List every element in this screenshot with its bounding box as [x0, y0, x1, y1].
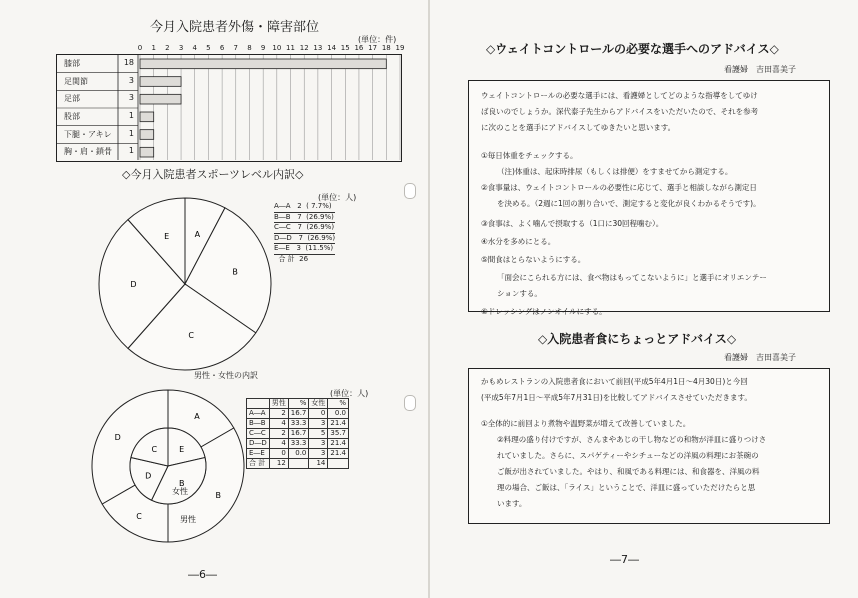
gender-table-cell: 33.3 [288, 419, 309, 429]
gender-table-cell: 16.7 [288, 429, 309, 439]
advice-text-line: ⑥ドレッシングはノンオイルにする。 [481, 307, 607, 316]
gender-table-cell [328, 459, 349, 469]
gender-table-cell: 21.4 [328, 449, 349, 459]
advice-text-line: 「面会にこられる方には、食べ物はもってこないように」と選手にオリエンテー [497, 273, 767, 282]
bar-category-label: 胸・肩・鎖骨 [64, 147, 112, 157]
bar-x-tick: 18 [381, 44, 391, 52]
bar [140, 94, 181, 104]
left-page [0, 0, 428, 598]
gender-table-cell: 21.4 [328, 419, 349, 429]
gender-table-row [247, 419, 349, 429]
bar-category-label: 股部 [64, 112, 80, 121]
advice-text-line: (平成5年7月1日～平成5年7月31日)を比較してアドバイスさせていただきます。 [481, 393, 752, 402]
donut-outer-slice-label: D [114, 433, 121, 442]
sports-level-unit: (単位：人) [318, 193, 357, 202]
bar-value-label: 1 [128, 128, 134, 138]
bar-x-tick: 12 [299, 44, 309, 52]
gender-table-row [247, 449, 349, 459]
bar [140, 77, 181, 87]
bar-chart-unit: (単位：件) [358, 35, 397, 44]
sports-level-total: 合 計 26 [274, 254, 309, 263]
advice-text-line: ションする。 [497, 289, 542, 298]
page-number-right: ―7― [610, 553, 639, 566]
bar-x-tick: 16 [354, 44, 364, 52]
bar-x-tick: 5 [206, 44, 211, 52]
gender-table-cell: 33.3 [288, 439, 309, 449]
bar-x-tick: 3 [178, 44, 184, 52]
advice-text-line: ②食事量は、ウェイトコントロールの必要性に応じて、選手と相談しながら測定日 [481, 183, 757, 192]
gender-donut-chart [88, 388, 248, 548]
page-number-left: ―6― [188, 568, 217, 581]
bar-x-tick: 7 [233, 44, 239, 52]
right-page [430, 0, 858, 598]
donut-outer-slice-label: C [136, 512, 142, 522]
sports-level-row: C―C 7 (26.9%) [274, 223, 335, 234]
bar-chart-title: 今月入院患者外傷・障害部位 [150, 20, 320, 35]
advice-text-line: かもめレストランの入院患者食において前回(平成5年4月1日～4月30日)と今回 [481, 377, 748, 386]
donut-outer-slice-label: B [215, 491, 221, 500]
patient-meal-title: ◇入院患者食にちょっとアドバイス◇ [538, 332, 737, 346]
gender-table-cell: B―B [247, 419, 270, 429]
gender-table-cell: A―A [247, 409, 270, 419]
advice-text-line: を決める。（2週に1回の割り合いで、測定すると変化が良くわかるそうです)。 [497, 199, 761, 208]
bar-value-label: 1 [128, 146, 134, 156]
gender-table-cell: 14 [309, 459, 328, 469]
bar-x-tick: 17 [368, 44, 378, 52]
gender-table-cell: 0 [269, 449, 288, 459]
bar-x-tick: 9 [260, 44, 266, 52]
bar-x-tick: 14 [327, 44, 337, 52]
advice-text-line: ①全体的に前回より煮物や温野菜が増えて改善していました。 [481, 419, 691, 428]
advice-text-line: 理の場合、ご飯は、「ライス」ということで、洋皿に盛っていただけたらと思 [497, 483, 756, 492]
gender-table-total [247, 459, 349, 469]
bar-x-tick: 19 [395, 44, 405, 52]
advice-text-line: ウェイトコントロールの必要な選手には、看護婦としてどのような指導をしてゆけ [481, 91, 758, 100]
bar-x-tick: 10 [272, 44, 282, 52]
sports-level-row: D―D 7 (26.9%) [274, 234, 335, 245]
donut-outer-slice-label: A [194, 411, 200, 421]
donut-inner-slice-label: B [178, 479, 185, 489]
punch-hole [404, 395, 416, 411]
gender-table-cell: % [288, 399, 309, 409]
gender-table-cell: 合 計 [247, 459, 270, 469]
bar-value-label: 3 [128, 93, 134, 103]
gender-table-cell: 男性 [269, 399, 288, 409]
patient-meal-advice-box [468, 368, 830, 524]
advice-text-line: います。 [497, 499, 527, 508]
gender-table-cell [247, 399, 270, 409]
pie-slice-label: D [130, 280, 137, 289]
gender-table-cell: 3 [309, 449, 328, 459]
gender-table-cell: 21.4 [328, 439, 349, 449]
gender-table-cell: 3 [309, 439, 328, 449]
bar [140, 112, 154, 122]
gender-table-cell: % [328, 399, 349, 409]
bar [140, 147, 154, 157]
advice-text-line: ご飯が出されていました。やはり、和風である料理には、和食器を、洋風の料 [497, 467, 760, 476]
pie-slice-label: C [188, 331, 195, 341]
gender-table-row [247, 439, 349, 449]
gender-table-row [247, 429, 349, 439]
weight-control-title: ◇ウェイトコントロールの必要な選手へのアドバイス◇ [486, 42, 779, 56]
pie-slice-label: E [164, 231, 170, 241]
gender-title: 男性・女性の内訳 [194, 371, 258, 380]
gender-table-cell: 0.0 [288, 449, 309, 459]
gender-table-cell: 0.0 [328, 409, 349, 419]
weight-control-author: 看護婦 吉田喜美子 [724, 65, 796, 74]
bar-value-label: 1 [128, 111, 134, 120]
patient-meal-author: 看護婦 吉田喜美子 [724, 353, 796, 362]
bar-category-label: 下腿・アキレ [64, 129, 112, 139]
gender-table-cell [288, 459, 309, 469]
gender-table-cell: 0 [309, 409, 328, 419]
gender-table-cell: 5 [309, 429, 328, 439]
gender-table-cell: 2 [269, 429, 288, 439]
bar-x-tick: 6 [219, 44, 225, 52]
gender-table-cell: 3 [309, 419, 328, 429]
gender-table-cell: 16.7 [288, 409, 309, 419]
sports-level-title: ◇今月入院患者スポーツレベル内訳◇ [122, 168, 304, 181]
donut-inner-slice-label: D [145, 471, 152, 481]
donut-male-label: 男性 [180, 515, 196, 524]
gender-table [246, 398, 349, 469]
bar-x-tick: 4 [192, 44, 197, 52]
sports-level-pie [95, 196, 275, 376]
bar-x-tick: 13 [313, 44, 323, 52]
bar-value-label: 3 [128, 75, 134, 85]
gender-table-cell: 35.7 [328, 429, 349, 439]
advice-text-line: ③食事は、よく噛んで摂取する（1口に30回程噛む）。 [481, 219, 664, 228]
advice-text-line: （注)体重は、起床時排尿（もしくは排便）をすませてから測定する。 [497, 167, 733, 176]
advice-text-line: ①毎日体重をチェックする。 [481, 151, 578, 160]
bar [140, 130, 154, 140]
pie-slice-label: A [194, 229, 201, 239]
punch-hole [404, 183, 416, 199]
gender-table-cell: 12 [269, 459, 288, 469]
sports-level-row: E―E 3 (11.5%) [274, 244, 335, 255]
bar-value-label: 18 [123, 58, 134, 67]
bar-category-label: 足部 [64, 94, 80, 104]
donut-inner-slice-label: C [151, 444, 158, 454]
bar-category-label: 膝部 [64, 59, 80, 68]
advice-text-line: ⑤間食はとらないようにする。 [481, 255, 586, 264]
gender-table-cell: 4 [269, 419, 288, 429]
gender-unit: (単位：人) [330, 389, 369, 398]
bar-x-tick: 0 [137, 44, 143, 52]
advice-text-line: れていました。さらに、スパゲティーやシチューなどの洋風の料理にお茶碗の [497, 451, 759, 460]
gender-table-header [247, 399, 349, 409]
bar-x-tick: 15 [340, 44, 350, 52]
bar-x-tick: 1 [151, 44, 156, 52]
pie-slice-label: B [232, 267, 238, 277]
gender-table-cell: E―E [247, 449, 270, 459]
advice-text-line: ば良いのでしょうか。深代泰子先生からアドバイスをいただいたので、それを参考 [481, 107, 759, 116]
bar [140, 59, 386, 69]
advice-text-line: に次のことを選手にアドバイスしてゆきたいと思います。 [481, 123, 676, 132]
bar-category-label: 足関節 [64, 76, 88, 86]
bar-x-tick: 11 [286, 44, 295, 52]
bar-x-tick: 8 [247, 44, 252, 52]
gender-table-cell: 2 [269, 409, 288, 419]
advice-text-line: ②料理の盛り付けですが、さんまやあじの干し物などの和物が洋皿に盛りつけさ [497, 435, 767, 444]
sports-level-row: A―A 2 ( 7.7%) [274, 202, 335, 213]
gender-table-cell: 4 [269, 439, 288, 449]
gender-table-cell: D―D [247, 439, 270, 449]
advice-text-line: ④水分を多めにとる。 [481, 237, 556, 246]
sports-level-row: B―B 7 (26.9%) [274, 213, 335, 224]
donut-female-label: 女性 [172, 487, 188, 496]
weight-control-advice-box [468, 80, 830, 316]
bar-x-tick: 2 [165, 44, 170, 52]
gender-table-cell: C―C [247, 429, 270, 439]
gender-table-row [247, 409, 349, 419]
gender-table-cell: 女性 [309, 399, 328, 409]
sports-level-table [274, 202, 335, 264]
donut-inner-slice-label: E [179, 444, 185, 454]
